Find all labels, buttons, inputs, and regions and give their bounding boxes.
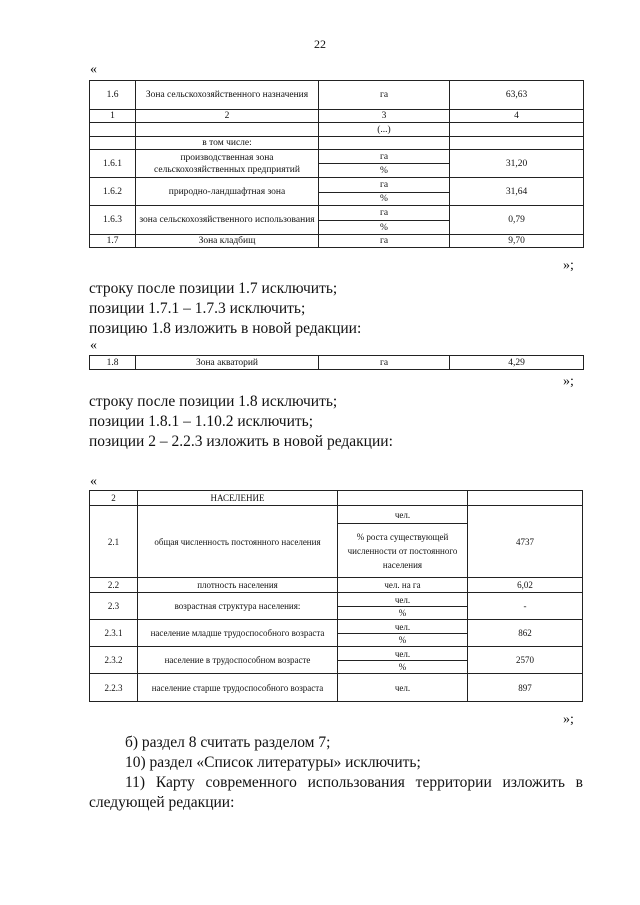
table-row: [90, 81, 584, 110]
unit: %: [338, 634, 468, 647]
zone-name: производственная зона сельскохозяйственных предприятий: [136, 150, 319, 178]
value: 4,29: [450, 356, 584, 370]
table-row: [90, 150, 584, 164]
paragraph: следующей редакции:: [89, 794, 235, 811]
unit: %: [319, 193, 450, 206]
paragraph: строку после позиции 1.8 исключить;: [89, 393, 338, 410]
table-row: [90, 506, 583, 524]
quote-open-1: «: [90, 62, 97, 77]
table-row: [90, 178, 584, 193]
value: [468, 491, 583, 506]
indicator-name: плотность населения: [138, 578, 338, 593]
unit: га: [319, 206, 450, 221]
value: -: [468, 593, 583, 620]
paragraph: 10) раздел «Список литературы» исключить;: [125, 754, 421, 771]
unit: чел.: [338, 593, 468, 607]
row-number: 1.6.3: [90, 206, 136, 235]
row-number: 2.1: [90, 506, 138, 578]
zone-name: в том числе:: [136, 137, 319, 150]
table-row: [90, 674, 583, 702]
page-number: 22: [314, 37, 326, 51]
row-number: [90, 123, 136, 137]
unit: %: [319, 221, 450, 235]
table-row: [90, 647, 583, 661]
section-heading: НАСЕЛЕНИЕ: [138, 491, 338, 506]
value: 31,64: [450, 178, 584, 206]
paragraph: б) раздел 8 считать разделом 7;: [125, 734, 331, 751]
table-row: [90, 110, 584, 123]
paragraph: 11) Карту современного использования территории изложить в: [125, 774, 583, 791]
row-number: 2.2.3: [90, 674, 138, 702]
unit: %: [319, 164, 450, 178]
row-number: 2.3.2: [90, 647, 138, 674]
col-index: 3: [319, 110, 450, 123]
col-index: 4: [450, 110, 584, 123]
row-number: 2.3.1: [90, 620, 138, 647]
water-zone-table: [89, 355, 584, 370]
ellipsis-marker: (...): [319, 123, 450, 137]
row-number: 1.6.1: [90, 150, 136, 178]
indicator-name: население старше трудоспособного возраста: [138, 674, 338, 702]
paragraph: строку после позиции 1.7 исключить;: [89, 280, 338, 297]
col-index: 2: [136, 110, 319, 123]
indicator-name: население младше трудоспособного возраста: [138, 620, 338, 647]
unit: %: [338, 661, 468, 674]
table-row: [90, 491, 583, 506]
row-number: 2.3: [90, 593, 138, 620]
unit: чел.: [338, 620, 468, 634]
zone-name: [136, 123, 319, 137]
population-table: [89, 490, 583, 702]
table-row: [90, 206, 584, 221]
table-row: [90, 593, 583, 607]
unit: чел. на га: [338, 578, 468, 593]
value: 63,63: [450, 81, 584, 110]
row-number: 1.7: [90, 235, 136, 248]
table-row: [90, 235, 584, 248]
quote-open-3: «: [90, 474, 97, 489]
paragraph: позиции 2 – 2.2.3 изложить в новой редакции:: [89, 433, 393, 450]
unit: чел.: [338, 647, 468, 661]
zone-name: Зона акваторий: [136, 356, 319, 370]
table-row: [90, 578, 583, 593]
paragraph: позиции 1.8.1 – 1.10.2 исключить;: [89, 413, 314, 430]
unit: [338, 491, 468, 506]
unit: % роста существующей численности от постоянного населения: [338, 524, 468, 578]
row-number: 1.6: [90, 81, 136, 110]
value: 897: [468, 674, 583, 702]
unit: [319, 137, 450, 150]
paragraph: позиции 1.7.1 – 1.7.3 исключить;: [89, 300, 306, 317]
row-number: 2: [90, 491, 138, 506]
quote-close-1: »;: [563, 258, 574, 273]
indicator-name: общая численность постоянного населения: [138, 506, 338, 578]
indicator-name: население в трудоспособном возрасте: [138, 647, 338, 674]
indicator-name: возрастная структура населения:: [138, 593, 338, 620]
value: 862: [468, 620, 583, 647]
value: [450, 123, 584, 137]
land-zones-table: [89, 80, 584, 248]
quote-close-2: »;: [563, 374, 574, 389]
unit: га: [319, 235, 450, 248]
zone-name: Зона сельскохозяйственного назначения: [136, 81, 319, 110]
table-row: [90, 356, 584, 370]
unit: чел.: [338, 506, 468, 524]
zone-name: зона сельскохозяйственного использования: [136, 206, 319, 235]
value: 4737: [468, 506, 583, 578]
unit: га: [319, 356, 450, 370]
table-row: [90, 123, 584, 137]
paragraph: позицию 1.8 изложить в новой редакции:: [89, 320, 362, 337]
value: 9,70: [450, 235, 584, 248]
value: 31,20: [450, 150, 584, 178]
value: 2570: [468, 647, 583, 674]
value: 6,02: [468, 578, 583, 593]
unit: га: [319, 150, 450, 164]
value: [450, 137, 584, 150]
unit: %: [338, 607, 468, 620]
quote-close-3: »;: [563, 712, 574, 727]
quote-open-2: «: [90, 338, 97, 353]
row-number: [90, 137, 136, 150]
unit: га: [319, 81, 450, 110]
zone-name: Зона кладбищ: [136, 235, 319, 248]
row-number: 1.6.2: [90, 178, 136, 206]
unit: чел.: [338, 674, 468, 702]
zone-name: природно-ландшафтная зона: [136, 178, 319, 206]
table-row: [90, 620, 583, 634]
row-number: 1.8: [90, 356, 136, 370]
value: 0,79: [450, 206, 584, 235]
row-number: 2.2: [90, 578, 138, 593]
unit: га: [319, 178, 450, 193]
col-index: 1: [90, 110, 136, 123]
table-row: [90, 137, 584, 150]
